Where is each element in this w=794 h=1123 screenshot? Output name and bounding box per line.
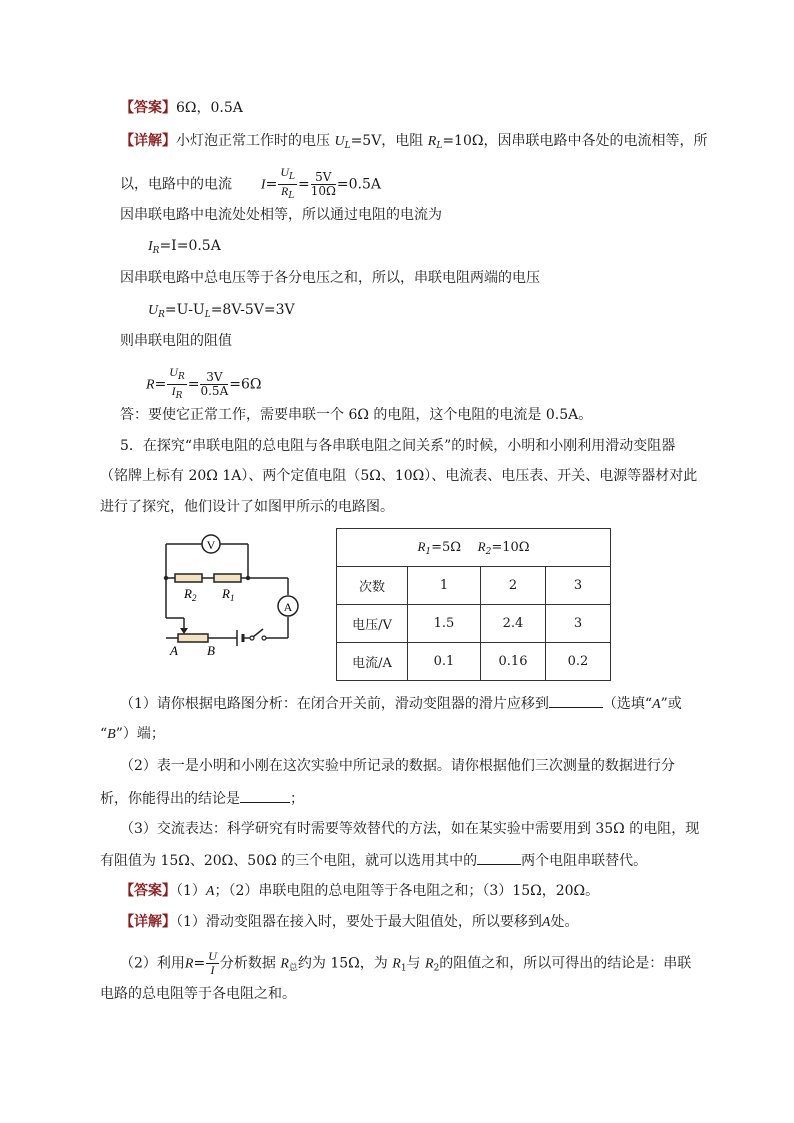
frac-num: U bbox=[208, 949, 217, 963]
detail-var: A bbox=[541, 915, 551, 930]
sub-question-2-cont bbox=[100, 788, 304, 809]
table-cell: 2 bbox=[481, 567, 546, 605]
sub: 1 bbox=[400, 963, 407, 974]
header-r1-val: =5Ω bbox=[431, 539, 462, 555]
sub-question-1 bbox=[120, 693, 682, 715]
detail-text: =5V，电阻 bbox=[350, 133, 424, 149]
var-r: R bbox=[280, 956, 289, 972]
table-cell: 3 bbox=[546, 605, 611, 643]
table-cell: 1.5 bbox=[408, 605, 481, 643]
option-a: A bbox=[652, 697, 661, 712]
var-u: U bbox=[148, 303, 159, 318]
sub-total: 总 bbox=[288, 963, 298, 974]
q-text: （2）表一是小明和小刚在这次实验中所记录的数据。请你根据他们三次测量的数据进行分 bbox=[120, 758, 675, 774]
table-cell: 1 bbox=[408, 567, 481, 605]
detail-text: 约为 15Ω，为 bbox=[297, 955, 388, 972]
var-r: R bbox=[146, 377, 155, 393]
sub: L bbox=[288, 172, 295, 182]
sub: 2 bbox=[433, 963, 440, 974]
fraction-ur-ir bbox=[167, 366, 186, 403]
table-header-row bbox=[337, 529, 611, 567]
detail-text: （2）利用 bbox=[120, 955, 185, 972]
q-text: 两个电阻串联替代。 bbox=[521, 853, 648, 869]
detail-tag: 【详解】 bbox=[120, 914, 176, 930]
header-r2: R bbox=[477, 538, 486, 554]
var-r: R bbox=[392, 956, 401, 972]
q-text: “ bbox=[100, 726, 108, 742]
sub-r: R bbox=[152, 246, 160, 256]
detail-line-6 bbox=[148, 300, 295, 325]
q5-line-1 bbox=[120, 436, 675, 456]
q5-line-3 bbox=[100, 497, 394, 517]
detail-conclusion bbox=[120, 405, 592, 425]
resistor-r1-icon bbox=[214, 574, 241, 582]
detail-text: 分析数据 bbox=[219, 955, 276, 972]
q5-text: （铭牌上标有 20Ω 1A）、两个定值电阻（5Ω、10Ω）、电流表、电压表、开关、电源等器材对此 bbox=[100, 468, 698, 484]
frac-num: U bbox=[280, 165, 289, 179]
detail-text: =10Ω，因串联电路中各处的电流相等，所 bbox=[442, 133, 708, 149]
rheostat-icon bbox=[178, 634, 208, 642]
q-text: ”）端； bbox=[115, 726, 165, 742]
answer-text: ；（2）串联电阻的总电阻等于各电阻之和；（3）15Ω，20Ω。 bbox=[214, 883, 600, 899]
table-cell: 0.2 bbox=[546, 643, 611, 681]
fraction-3v-05a bbox=[200, 371, 228, 398]
detail-text: =8V-5V=3V bbox=[210, 302, 295, 318]
detail-text: 小灯泡正常工作时的电压 bbox=[176, 133, 330, 149]
option-b: B bbox=[107, 727, 116, 742]
detail-line-3 bbox=[120, 205, 442, 225]
junction-dot bbox=[164, 576, 168, 580]
detail-line-1 bbox=[120, 131, 707, 156]
fraction-ul-rl bbox=[278, 166, 297, 203]
switch-icon bbox=[262, 636, 266, 640]
frac-den: I bbox=[210, 963, 215, 977]
sub: 2 bbox=[485, 546, 492, 557]
voltmeter-label: V bbox=[206, 538, 216, 552]
sub-r: R bbox=[158, 310, 165, 320]
q-text: ； bbox=[290, 791, 304, 807]
detail-text: 处。 bbox=[550, 914, 579, 930]
answer-blank[interactable] bbox=[240, 788, 290, 803]
answer-tag: 【答案】 bbox=[120, 883, 176, 899]
table-cell: 电压/V bbox=[337, 605, 408, 643]
detail2-line-1 bbox=[120, 912, 578, 933]
answer-blank[interactable] bbox=[477, 850, 521, 865]
sub: 1 bbox=[425, 546, 432, 557]
detail-text: =0.5A bbox=[336, 176, 382, 193]
sub-question-2 bbox=[120, 756, 675, 776]
table-cell: 电流/A bbox=[337, 643, 408, 681]
sub-question-3-cont bbox=[100, 850, 647, 871]
table-cell: 2.4 bbox=[481, 605, 546, 643]
detail-text: =U-U bbox=[164, 302, 205, 318]
fraction-5v-10ohm bbox=[311, 171, 336, 198]
r2-label: $R_2$ bbox=[184, 586, 197, 603]
answer-text: 6Ω，0.5A bbox=[176, 100, 243, 116]
sub-l: L bbox=[344, 141, 351, 151]
detail-line-4 bbox=[148, 236, 221, 261]
table-row bbox=[337, 605, 611, 643]
detail-line-8: R= $\frac{U_R}{I_R}$ = $\frac{3V}{0.5A}$ =6Ω bbox=[146, 365, 262, 401]
q-text: （3）交流表达：科学研究有时需要等效替代的方法，如在某实验中需要用到 35Ω 的电阻，现 bbox=[120, 821, 700, 837]
sub: L bbox=[288, 191, 295, 201]
detail2-line-2: （2）利用R= $\frac{U}{I}$ 分析数据 $R_总$约为 15Ω，为 $R_1$与 $R_2$的阻值之和，所以可得出的结论是：串联 bbox=[120, 949, 692, 977]
junction-dot bbox=[246, 576, 250, 580]
circuit-diagram bbox=[160, 528, 310, 658]
frac-num: 5V bbox=[311, 171, 336, 185]
detail-text: （1）滑动变阻器在接入时，要处于最大阻值处，所以要移到 bbox=[176, 914, 542, 930]
table-cell: 3 bbox=[546, 567, 611, 605]
data-table bbox=[336, 528, 611, 681]
frac-den: 10Ω bbox=[310, 184, 336, 198]
answer-text: （1） bbox=[176, 883, 206, 899]
var-r: R bbox=[184, 956, 194, 972]
answer-var: A bbox=[205, 884, 215, 899]
var-i: I bbox=[148, 239, 153, 254]
switch-icon bbox=[253, 629, 263, 637]
q-text: （1）请你根据电路图分析：在闭合开关前，滑动变阻器的滑片应移到 bbox=[120, 696, 549, 712]
q5-text: 进行了探究，他们设计了如图甲所示的电路图。 bbox=[100, 499, 394, 515]
q-text: 有阻值为 15Ω、20Ω、50Ω 的三个电阻，就可以选用其中的 bbox=[100, 853, 478, 869]
end-b-label: B bbox=[207, 643, 215, 658]
detail2-line-3 bbox=[100, 984, 296, 1004]
header-r1: R bbox=[417, 538, 426, 554]
var-r: R bbox=[427, 134, 437, 149]
frac-den: 0.5A bbox=[200, 384, 229, 398]
resistor-r2-icon bbox=[175, 574, 202, 582]
detail-line-7 bbox=[120, 331, 232, 351]
r1-label: $R_1$ bbox=[222, 586, 235, 603]
sub-l: L bbox=[204, 310, 211, 320]
answer-line bbox=[120, 98, 243, 118]
sub: R bbox=[177, 372, 185, 382]
answer-tag: 【答案】 bbox=[120, 100, 176, 116]
detail-text: =6Ω bbox=[229, 376, 262, 393]
detail-text: 与 bbox=[406, 955, 421, 972]
detail-line-2: 以，电路中的电流 I= $\frac{U_L}{R_L}$ = $\frac{5V}{10\Omega}$ =0.5A bbox=[120, 165, 382, 201]
ammeter-label: A bbox=[283, 600, 293, 614]
detail-text: 因串联电路中电流处处相等，所以通过电阻的电流为 bbox=[120, 207, 442, 223]
q-text: （选填“ bbox=[602, 696, 653, 712]
sub: R bbox=[175, 391, 183, 401]
q-text: ”或 bbox=[660, 696, 682, 712]
table-cell: 0.16 bbox=[481, 643, 546, 681]
table-row bbox=[337, 567, 611, 605]
frac-den: R bbox=[280, 184, 289, 198]
answer-blank[interactable] bbox=[549, 693, 603, 708]
conclusion-text: 答：要使它正常工作，需要串联一个 6Ω 的电阻，这个电阻的电流是 0.5A。 bbox=[120, 407, 593, 423]
frac-den: I bbox=[171, 384, 176, 398]
q5-text: 5．在探究“串联电阻的总电阻与各串联电阻之间关系”的时候，小明和小刚利用滑动变阻器 bbox=[120, 438, 676, 454]
answer-line-2 bbox=[120, 881, 599, 902]
sub-question-1-cont bbox=[100, 724, 165, 745]
table-cell: 0.1 bbox=[408, 643, 481, 681]
detail-text: 因串联电路中总电压等于各分电压之和，所以，串联电阻两端的电压 bbox=[120, 270, 540, 286]
q-text: 析，你能得出的结论是 bbox=[100, 791, 240, 807]
frac-num: U bbox=[169, 365, 178, 379]
var-u: U bbox=[334, 134, 345, 149]
detail-text: 的阻值之和，所以可得出的结论是：串联 bbox=[439, 955, 692, 972]
var-i: I bbox=[260, 177, 266, 193]
fraction-u-i bbox=[206, 950, 219, 977]
table-row bbox=[337, 643, 611, 681]
table-cell: 次数 bbox=[337, 567, 408, 605]
detail-text: 则串联电阻的阻值 bbox=[120, 333, 232, 349]
end-a-label: A bbox=[170, 643, 178, 658]
slider-arrow-icon bbox=[180, 628, 188, 634]
detail-text: =I=0.5A bbox=[159, 238, 221, 254]
detail-line-5 bbox=[120, 268, 540, 288]
q5-line-2 bbox=[100, 466, 697, 486]
var-r: R bbox=[425, 956, 434, 972]
frac-num: 3V bbox=[200, 371, 228, 385]
sub-l: L bbox=[436, 141, 443, 151]
detail-text: 电路的总电阻等于各电阻之和。 bbox=[100, 986, 296, 1002]
sub-question-3 bbox=[120, 819, 699, 839]
table-header-cell bbox=[337, 529, 611, 567]
header-r2-val: =10Ω bbox=[491, 539, 530, 555]
detail-tag: 【详解】 bbox=[120, 133, 176, 149]
detail-text: 以，电路中的电流 bbox=[120, 176, 232, 193]
